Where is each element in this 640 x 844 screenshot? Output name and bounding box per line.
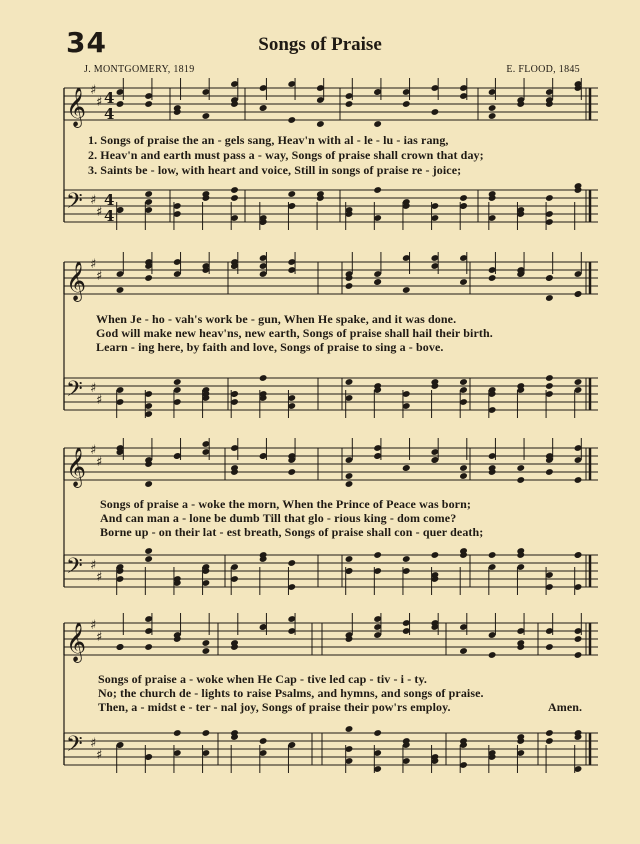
hymn-number: 34 <box>66 26 107 59</box>
bass-clef-icon: 𝄢 <box>66 189 83 219</box>
note-head <box>287 559 296 567</box>
sharp-icon: ♯ <box>90 83 97 98</box>
note-head <box>402 555 411 563</box>
sharp-icon: ♯ <box>96 630 103 645</box>
sharp-icon: ♯ <box>96 393 103 408</box>
note-head <box>431 108 440 116</box>
sharp-icon: ♯ <box>90 736 97 751</box>
time-signature-top: 4 <box>104 89 115 107</box>
note-head <box>574 476 583 484</box>
note-head <box>173 729 182 737</box>
treble-clef-icon: 𝄞 <box>66 447 87 487</box>
lyric-line: Songs of praise a - woke the morn, When the Prince of Peace was born; <box>100 497 471 511</box>
note-head <box>144 547 153 555</box>
note-head <box>459 278 468 286</box>
lyric-line: No; the church de - lights to raise Psalms, and hymns, and songs of praise. <box>98 686 484 700</box>
bass-clef-icon: 𝄢 <box>66 554 83 584</box>
note-head <box>345 378 354 386</box>
note-head <box>144 555 153 563</box>
note-head <box>144 100 153 108</box>
treble-clef-icon: 𝄞 <box>66 261 87 301</box>
note-head <box>345 100 354 108</box>
note-head <box>459 194 468 202</box>
sharp-icon: ♯ <box>90 618 97 633</box>
note-head <box>574 378 583 386</box>
lyric-line: Borne up - on their lat - est breath, Songs of praise shall con - quer death; <box>100 525 484 539</box>
note-head <box>316 120 325 128</box>
note-head <box>144 274 153 282</box>
note-head <box>373 551 382 559</box>
note-head <box>545 374 554 382</box>
note-head <box>431 551 440 559</box>
note-head <box>516 464 525 472</box>
note-head <box>459 472 468 480</box>
note-head <box>345 472 354 480</box>
note-head <box>116 286 125 294</box>
note-head <box>574 651 583 659</box>
note-head <box>116 100 125 108</box>
note-head <box>545 194 554 202</box>
time-signature-top: 4 <box>104 191 115 209</box>
note-head <box>287 116 296 124</box>
note-head <box>144 480 153 488</box>
note-head <box>545 643 554 651</box>
sharp-icon: ♯ <box>90 257 97 272</box>
note-head <box>345 480 354 488</box>
note-head <box>202 112 211 120</box>
note-head <box>488 274 497 282</box>
note-head <box>373 278 382 286</box>
note-head <box>373 729 382 737</box>
note-head <box>259 374 268 382</box>
lyric-line: Then, a - midst e - ter - nal joy, Songs of praise their pow'rs employ. <box>98 700 451 714</box>
note-head <box>459 378 468 386</box>
note-head <box>459 647 468 655</box>
note-layer <box>116 78 583 773</box>
note-head <box>545 737 554 745</box>
bass-clef-icon: 𝄢 <box>66 377 83 407</box>
note-head <box>287 190 296 198</box>
note-head <box>144 190 153 198</box>
note-head <box>202 639 211 647</box>
note-head <box>402 286 411 294</box>
author-credit: J. MONTGOMERY, 1819 <box>84 64 195 75</box>
note-head <box>488 651 497 659</box>
note-head <box>287 468 296 476</box>
note-head <box>230 186 239 194</box>
note-head <box>516 476 525 484</box>
note-head <box>230 194 239 202</box>
note-head <box>373 120 382 128</box>
note-head <box>402 100 411 108</box>
lyric-line: Learn - ing here, by faith and love, Songs of praise to sing a - bove. <box>96 340 444 354</box>
note-head <box>345 555 354 563</box>
note-head <box>574 635 583 643</box>
lyric-line: God will make new heav'ns, new earth, Songs of praise shall hail their birth. <box>96 326 493 340</box>
time-signature-bottom: 4 <box>104 207 115 225</box>
note-head <box>545 294 554 302</box>
note-head <box>345 282 354 290</box>
composer-credit: E. FLOOD, 1845 <box>506 64 580 75</box>
time-signature-bottom: 4 <box>104 105 115 123</box>
note-head <box>202 647 211 655</box>
sharp-icon: ♯ <box>90 381 97 396</box>
note-head <box>402 464 411 472</box>
hymn-title: Songs of Praise <box>258 34 382 55</box>
lyric-line: When Je - ho - vah's work be - gun, When He spake, and it was done. <box>96 312 457 326</box>
note-head <box>259 104 268 112</box>
sharp-icon: ♯ <box>96 269 103 284</box>
note-head <box>345 725 354 733</box>
sharp-icon: ♯ <box>90 193 97 208</box>
sharp-icon: ♯ <box>96 205 103 220</box>
sharp-icon: ♯ <box>90 443 97 458</box>
note-head <box>488 112 497 120</box>
note-head <box>144 643 153 651</box>
sharp-icon: ♯ <box>96 570 103 585</box>
amen-label: Amen. <box>548 700 583 714</box>
note-head <box>202 729 211 737</box>
bass-clef-icon: 𝄢 <box>66 732 83 762</box>
lyric-line: 1. Songs of praise the an - gels sang, Heav'n with al - le - lu - ias rang, <box>88 133 449 147</box>
lyric-line: Songs of praise a - woke when He Cap - tive led cap - tiv - i - ty. <box>98 672 428 686</box>
sharp-icon: ♯ <box>96 455 103 470</box>
note-head <box>116 643 125 651</box>
note-head <box>459 464 468 472</box>
treble-clef-icon: 𝄞 <box>66 87 87 127</box>
sharp-icon: ♯ <box>96 748 103 763</box>
note-head <box>545 382 554 390</box>
note-head <box>545 274 554 282</box>
note-head <box>574 551 583 559</box>
staff-layer <box>64 83 598 765</box>
lyric-line: And can man a - lone be dumb Till that glo - rious king - dom come? <box>100 511 457 525</box>
note-head <box>173 378 182 386</box>
lyric-line: 3. Saints be - low, with heart and voice, Still in songs of praise re - joice; <box>88 163 462 177</box>
treble-clef-icon: 𝄞 <box>66 622 87 662</box>
sharp-icon: ♯ <box>96 95 103 110</box>
note-head <box>545 729 554 737</box>
note-head <box>488 104 497 112</box>
note-head <box>574 290 583 298</box>
note-head <box>259 737 268 745</box>
sharp-icon: ♯ <box>90 558 97 573</box>
lyric-line: 2. Heav'n and earth must pass a - way, Songs of praise shall crown that day; <box>88 148 484 162</box>
note-head <box>488 551 497 559</box>
note-head <box>373 186 382 194</box>
note-head <box>545 468 554 476</box>
